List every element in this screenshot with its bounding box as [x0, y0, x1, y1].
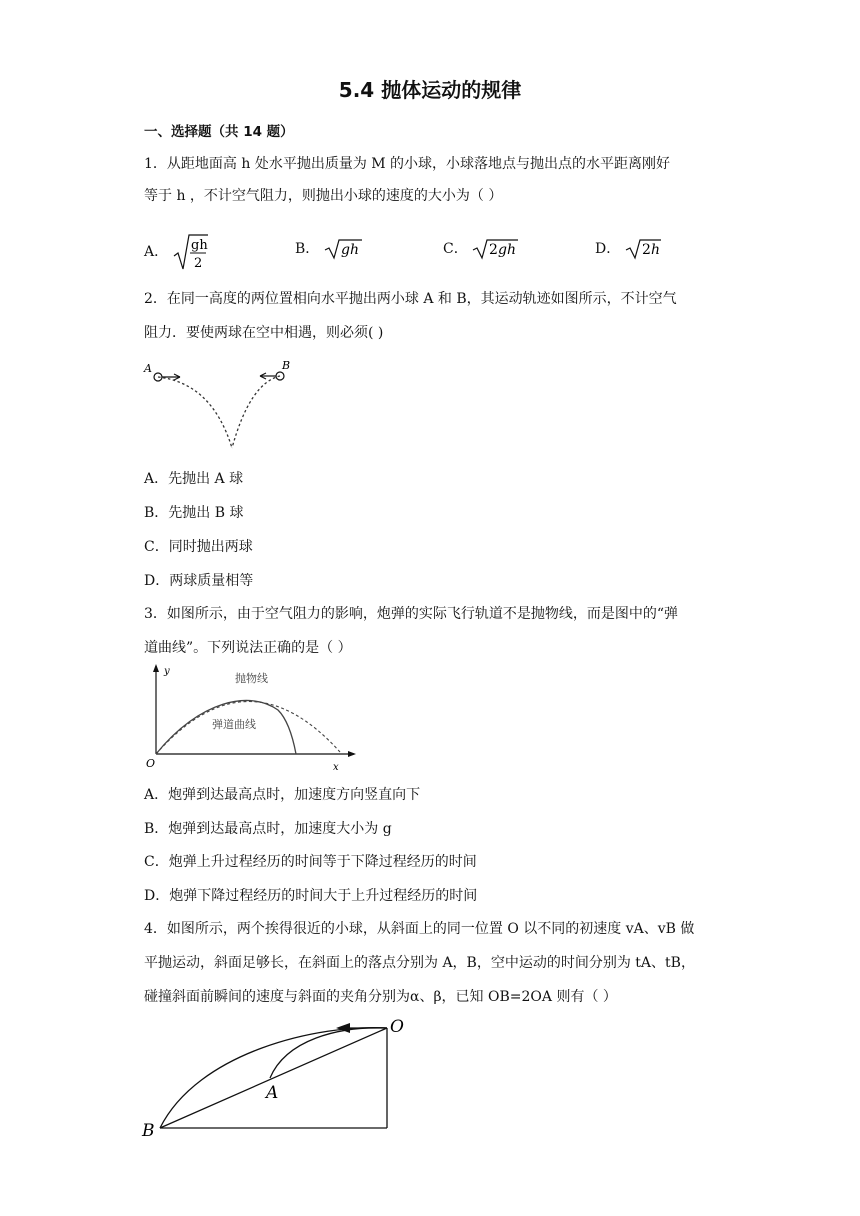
svg-text:gh: gh	[340, 242, 359, 258]
q3-ballistic-figure	[140, 660, 360, 772]
trajectory-b	[232, 376, 280, 448]
q1-option-c-label: C．	[443, 241, 468, 257]
svg-text:h: h	[650, 242, 660, 258]
q3-line2: 道曲线”。下列说法正确的是（ ）	[144, 640, 352, 656]
q4-line1: 4．如图所示，两个挨得很近的小球，从斜面上的同一位置 O 以不同的初速度 vA、vB 做	[144, 921, 695, 937]
svg-text:gh: gh	[190, 238, 208, 253]
svg-text:2: 2	[193, 256, 202, 271]
svg-text:2: 2	[489, 242, 499, 258]
q2-label-a: A	[144, 362, 152, 375]
q2-option-d: D．两球质量相等	[144, 573, 254, 589]
q1-option-d-label: D．	[595, 241, 621, 257]
x-axis-arrow	[348, 751, 356, 757]
sqrt-gh-over-2	[173, 232, 209, 272]
q1-option-a-label: A．	[144, 244, 169, 260]
point-a-label: A	[266, 1083, 279, 1103]
q1-line1: 1．从距地面高 h 处水平抛出质量为 M 的小球，小球落地点与抛出点的水平距离刚好	[144, 156, 671, 172]
q1-option-b	[295, 238, 364, 260]
sqrt-2gh	[472, 238, 520, 260]
svg-text:2: 2	[641, 242, 651, 258]
q3-option-d: D．炮弹下降过程经历的时间大于上升过程经历的时间	[144, 888, 478, 904]
section-heading: 一、选择题（共 14 题）	[144, 124, 294, 140]
q1-option-d	[595, 238, 665, 260]
q2-option-c: C．同时抛出两球	[144, 539, 253, 555]
q2-trajectory-figure	[140, 358, 310, 453]
ballistic-label: 弹道曲线	[212, 718, 256, 731]
parabola-label: 抛物线	[235, 672, 268, 685]
q4-line2: 平抛运动，斜面足够长，在斜面上的落点分别为 A，B，空中运动的时间分别为 tA、tB，	[144, 955, 695, 971]
q1-option-c	[443, 238, 520, 260]
q2-option-a: A．先抛出 A 球	[144, 471, 244, 487]
page-title: 5.4 抛体运动的规律	[338, 78, 522, 102]
point-o-label: O	[390, 1017, 404, 1037]
sqrt-2h	[625, 238, 665, 260]
q3-option-a: A．炮弹到达最高点时，加速度方向竖直向下	[144, 787, 421, 803]
q3-option-c: C．炮弹上升过程经历的时间等于下降过程经历的时间	[144, 854, 477, 870]
q4-line3: 碰撞斜面前瞬间的速度与斜面的夹角分别为α、β，已知 OB=2OA 则有（ ）	[144, 989, 617, 1005]
y-axis-arrow	[153, 664, 159, 672]
q1-line2: 等于 h ，不计空气阻力，则抛出小球的速度的大小为（ ）	[144, 188, 503, 204]
x-axis-label: x	[333, 762, 339, 772]
q2-label-b: B	[282, 359, 291, 372]
q4-incline-figure	[138, 1012, 418, 1142]
sqrt-gh	[324, 238, 364, 260]
q2-line1: 2．在同一高度的两位置相向水平抛出两小球 A 和 B，其运动轨迹如图所示，不计空气	[144, 291, 677, 307]
trajectory-a	[158, 377, 232, 448]
q1-option-a	[144, 232, 209, 272]
point-b-label: B	[142, 1121, 155, 1141]
q2-line2: 阻力．要使两球在空中相遇，则必须( )	[144, 325, 384, 341]
origin-label: O	[146, 757, 156, 770]
incline-line	[160, 1028, 387, 1128]
q2-option-b: B．先抛出 B 球	[144, 505, 244, 521]
q3-option-b: B．炮弹到达最高点时，加速度大小为 g	[144, 821, 392, 837]
q1-option-b-label: B．	[295, 241, 320, 257]
q3-line1: 3．如图所示，由于空气阻力的影响，炮弹的实际飞行轨道不是抛物线，而是图中的“弹	[144, 606, 679, 622]
y-axis-label: y	[164, 666, 170, 677]
svg-text:gh: gh	[498, 242, 517, 258]
